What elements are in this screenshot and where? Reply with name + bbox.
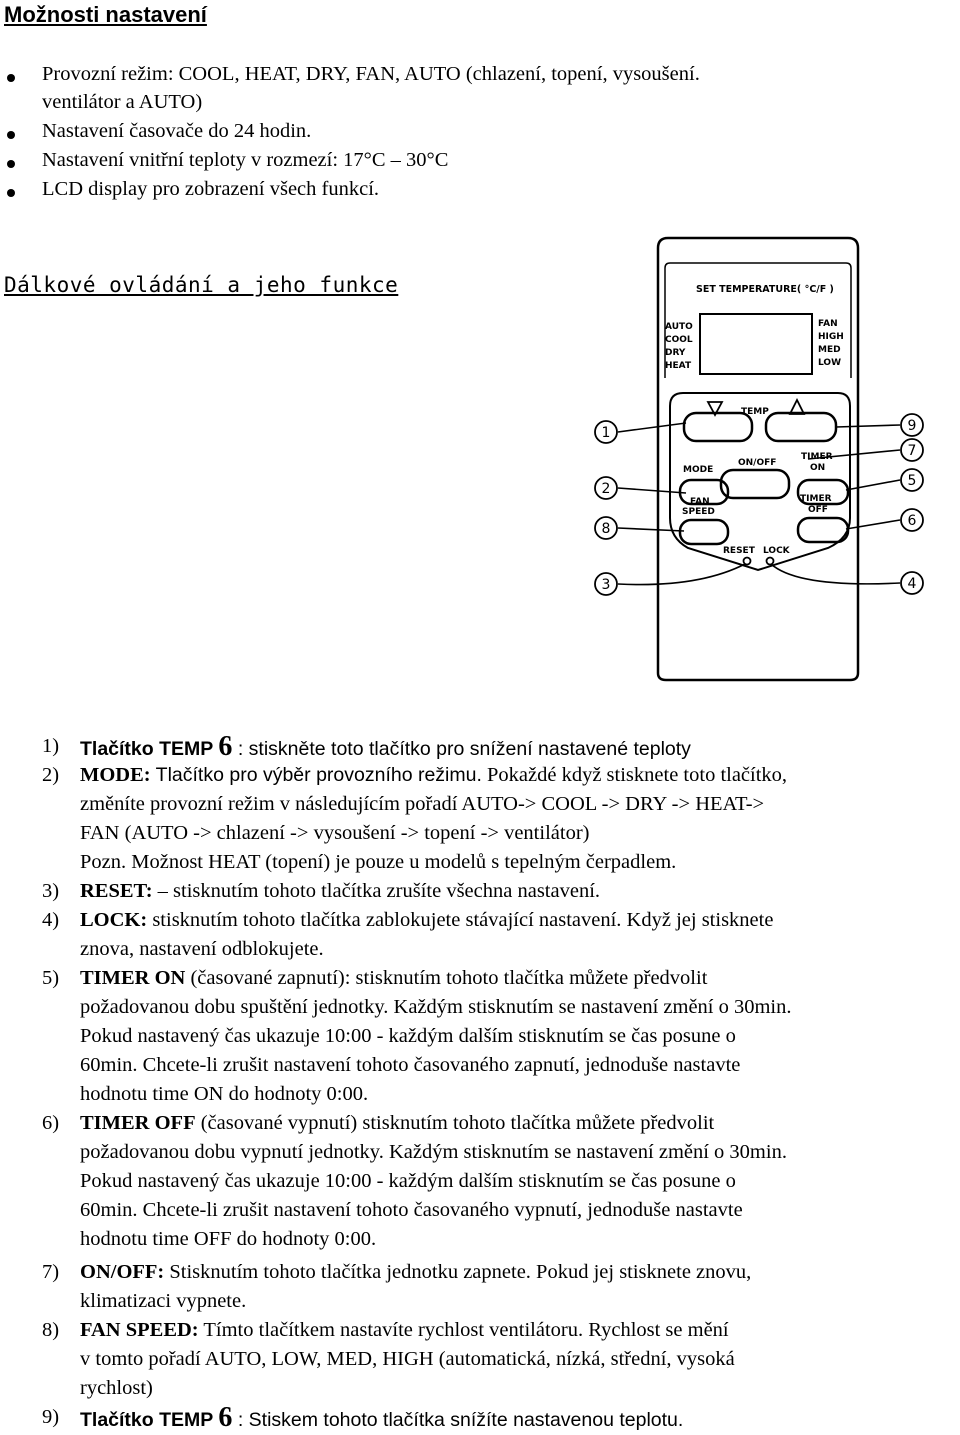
remote-control-diagram [558,218,958,688]
list-item [0,761,960,790]
list-item [0,1403,960,1432]
item-title: Tlačítko TEMP [80,1409,214,1431]
timer-off-label: OFF [808,505,828,515]
item-text: : stiskněte toto tlačítko pro snížení nastavené teploty [232,738,691,760]
set-temperature-label: SET TEMPERATURE( °C/F ) [696,284,834,295]
feature-item: LCD display pro zobrazení všech funkcí. [42,178,380,200]
arrow-down-symbol: 6 [218,731,233,762]
list-item [0,906,960,935]
list-item-continuation: 60min. Chcete-li zrušit nastavení tohoto časovaného zapnutí, jednoduše nastavte [80,1054,741,1076]
list-item-continuation: 60min. Chcete-li zrušit nastavení tohoto časovaného vypnutí, jednoduše nastavte [80,1199,743,1221]
temp-label: TEMP [741,407,769,417]
callout-label: 8 [601,521,611,537]
timer-on-label: ON [810,463,826,473]
item-title: LOCK: [80,909,148,931]
item-number: 7) [42,1261,60,1283]
list-item-continuation: hodnotu time OFF do hodnoty 0:00. [80,1228,377,1250]
callout-label: 7 [907,443,917,459]
onoff-label: ON/OFF [738,458,777,468]
timer-off-button[interactable] [798,518,848,542]
list-item [0,1258,960,1287]
timer-on-label: TIMER [801,452,833,462]
mode-label-cool: COOL [665,335,693,345]
feature-item: Provozní režim: COOL, HEAT, DRY, FAN, AUTO (chlazení, topení, vysoušení. [42,63,700,85]
item-number: 9) [42,1406,60,1428]
item-title: TIMER OFF [80,1112,196,1134]
callout-label: 6 [907,513,917,529]
item-title: RESET: [80,880,153,902]
temp-up-button[interactable] [766,413,836,441]
reset-label: RESET [723,546,755,556]
list-item [0,1109,960,1138]
item-number: 8) [42,1319,60,1341]
item-title: MODE: [80,764,151,786]
list-item-continuation: hodnotu time ON do hodnoty 0:00. [80,1083,369,1105]
list-item [0,964,960,993]
item-text: : Stiskem tohoto tlačítka snížíte nastavenou teplotu. [232,1409,684,1431]
item-number: 1) [42,735,60,757]
lcd-display [700,314,812,374]
fan-label-high: HIGH [818,332,844,342]
page-heading: Možnosti nastavení [4,2,207,27]
feature-item: Nastavení vnitřní teploty v rozmezí: 17°C – 30°C [42,149,449,171]
item-number: 4) [42,909,60,931]
bullet-icon [7,131,15,139]
feature-item: Nastavení časovače do 24 hodin. [42,120,312,142]
item-text: Tlačítko pro výběr provozního režimu. [150,764,482,786]
list-item-continuation: znova, nastavení odblokujete. [80,938,324,960]
mode-label-dry: DRY [665,348,686,358]
list-item-continuation: změníte provozní režim v následujícím pořadí AUTO-> COOL -> DRY -> HEAT-> [80,793,765,815]
list-item-continuation: rychlost) [80,1377,153,1399]
list-item-continuation: Pokud nastavený čas ukazuje 10:00 - každým dalším stisknutím se čas posune o [80,1170,736,1192]
fan-label: FAN [818,319,838,329]
item-text: (časované vypnutí) stisknutím tohoto tlačítka můžete předvolit [195,1112,715,1134]
list-item-continuation: požadovanou dobu vypnutí jednotky. Každým stisknutím se nastavení změní o 30min. [80,1141,787,1163]
callout-label: 2 [601,481,611,497]
list-item [0,732,960,761]
lock-hole[interactable] [767,558,774,565]
list-item-continuation: požadovanou dobu spuštění jednotky. Každým stisknutím se nastavení změní o 30min. [80,996,792,1018]
item-title: Tlačítko TEMP [80,738,214,760]
temp-down-button[interactable] [684,413,752,441]
callout-label: 4 [907,576,917,592]
callout-label: 1 [601,425,611,441]
item-number: 6) [42,1112,60,1134]
fan-speed-label: FAN [690,497,710,507]
item-text: – stisknutím tohoto tlačítka zrušíte všechna nastavení. [152,880,601,902]
item-number: 5) [42,967,60,989]
fan-speed-label: SPEED [682,507,715,517]
callout-label: 9 [907,418,917,434]
fan-label-med: MED [818,345,841,355]
mode-button-label: MODE [683,465,714,475]
list-item [0,877,960,906]
item-title: FAN SPEED: [80,1319,199,1341]
remote-heading: Dálkové ovládání a jeho funkce [4,273,399,297]
bullet-icon [7,189,15,197]
bullet-icon [7,74,15,82]
lock-label: LOCK [763,546,790,556]
item-text: Stisknutím tohoto tlačítka jednotku zapnete. Pokud jej stisknete znovu, [164,1261,752,1283]
item-title: ON/OFF: [80,1261,165,1283]
list-item-continuation: FAN (AUTO -> chlazení -> vysoušení -> topení -> ventilátor) [80,822,590,844]
item-number: 3) [42,880,60,902]
item-text: Pokaždé když stisknete toto tlačítko, [481,764,788,786]
fan-speed-button[interactable] [680,520,728,544]
list-item [0,1316,960,1345]
list-item-continuation: Pokud nastavený čas ukazuje 10:00 - každým dalším stisknutím se čas posune o [80,1025,736,1047]
mode-label-auto: AUTO [665,322,693,332]
bullet-icon [7,160,15,168]
timer-off-label: TIMER [800,494,832,504]
fan-label-low: LOW [818,358,841,368]
item-title: TIMER ON [80,967,186,989]
list-item-note: Pozn. Možnost HEAT (topení) je pouze u modelů s tepelným čerpadlem. [80,851,677,873]
arrow-down-symbol: 6 [218,1402,233,1433]
item-text: (časované zapnutí): stisknutím tohoto tlačítka můžete předvolit [185,967,708,989]
list-item-continuation: klimatizaci vypnete. [80,1290,247,1312]
onoff-button[interactable] [721,470,789,498]
list-item-continuation: v tomto pořadí AUTO, LOW, MED, HIGH (automatická, nízká, střední, vysoká [80,1348,735,1370]
feature-item-continuation: ventilátor a AUTO) [42,91,203,113]
item-text: stisknutím tohoto tlačítka zablokujete stávající nastavení. Když jej stisknete [147,909,774,931]
callout-label: 5 [907,473,917,489]
callout-label: 3 [601,577,611,593]
mode-label-heat: HEAT [665,361,692,371]
item-text: Tímto tlačítkem nastavíte rychlost ventilátoru. Rychlost se mění [198,1319,729,1341]
item-number: 2) [42,764,60,786]
